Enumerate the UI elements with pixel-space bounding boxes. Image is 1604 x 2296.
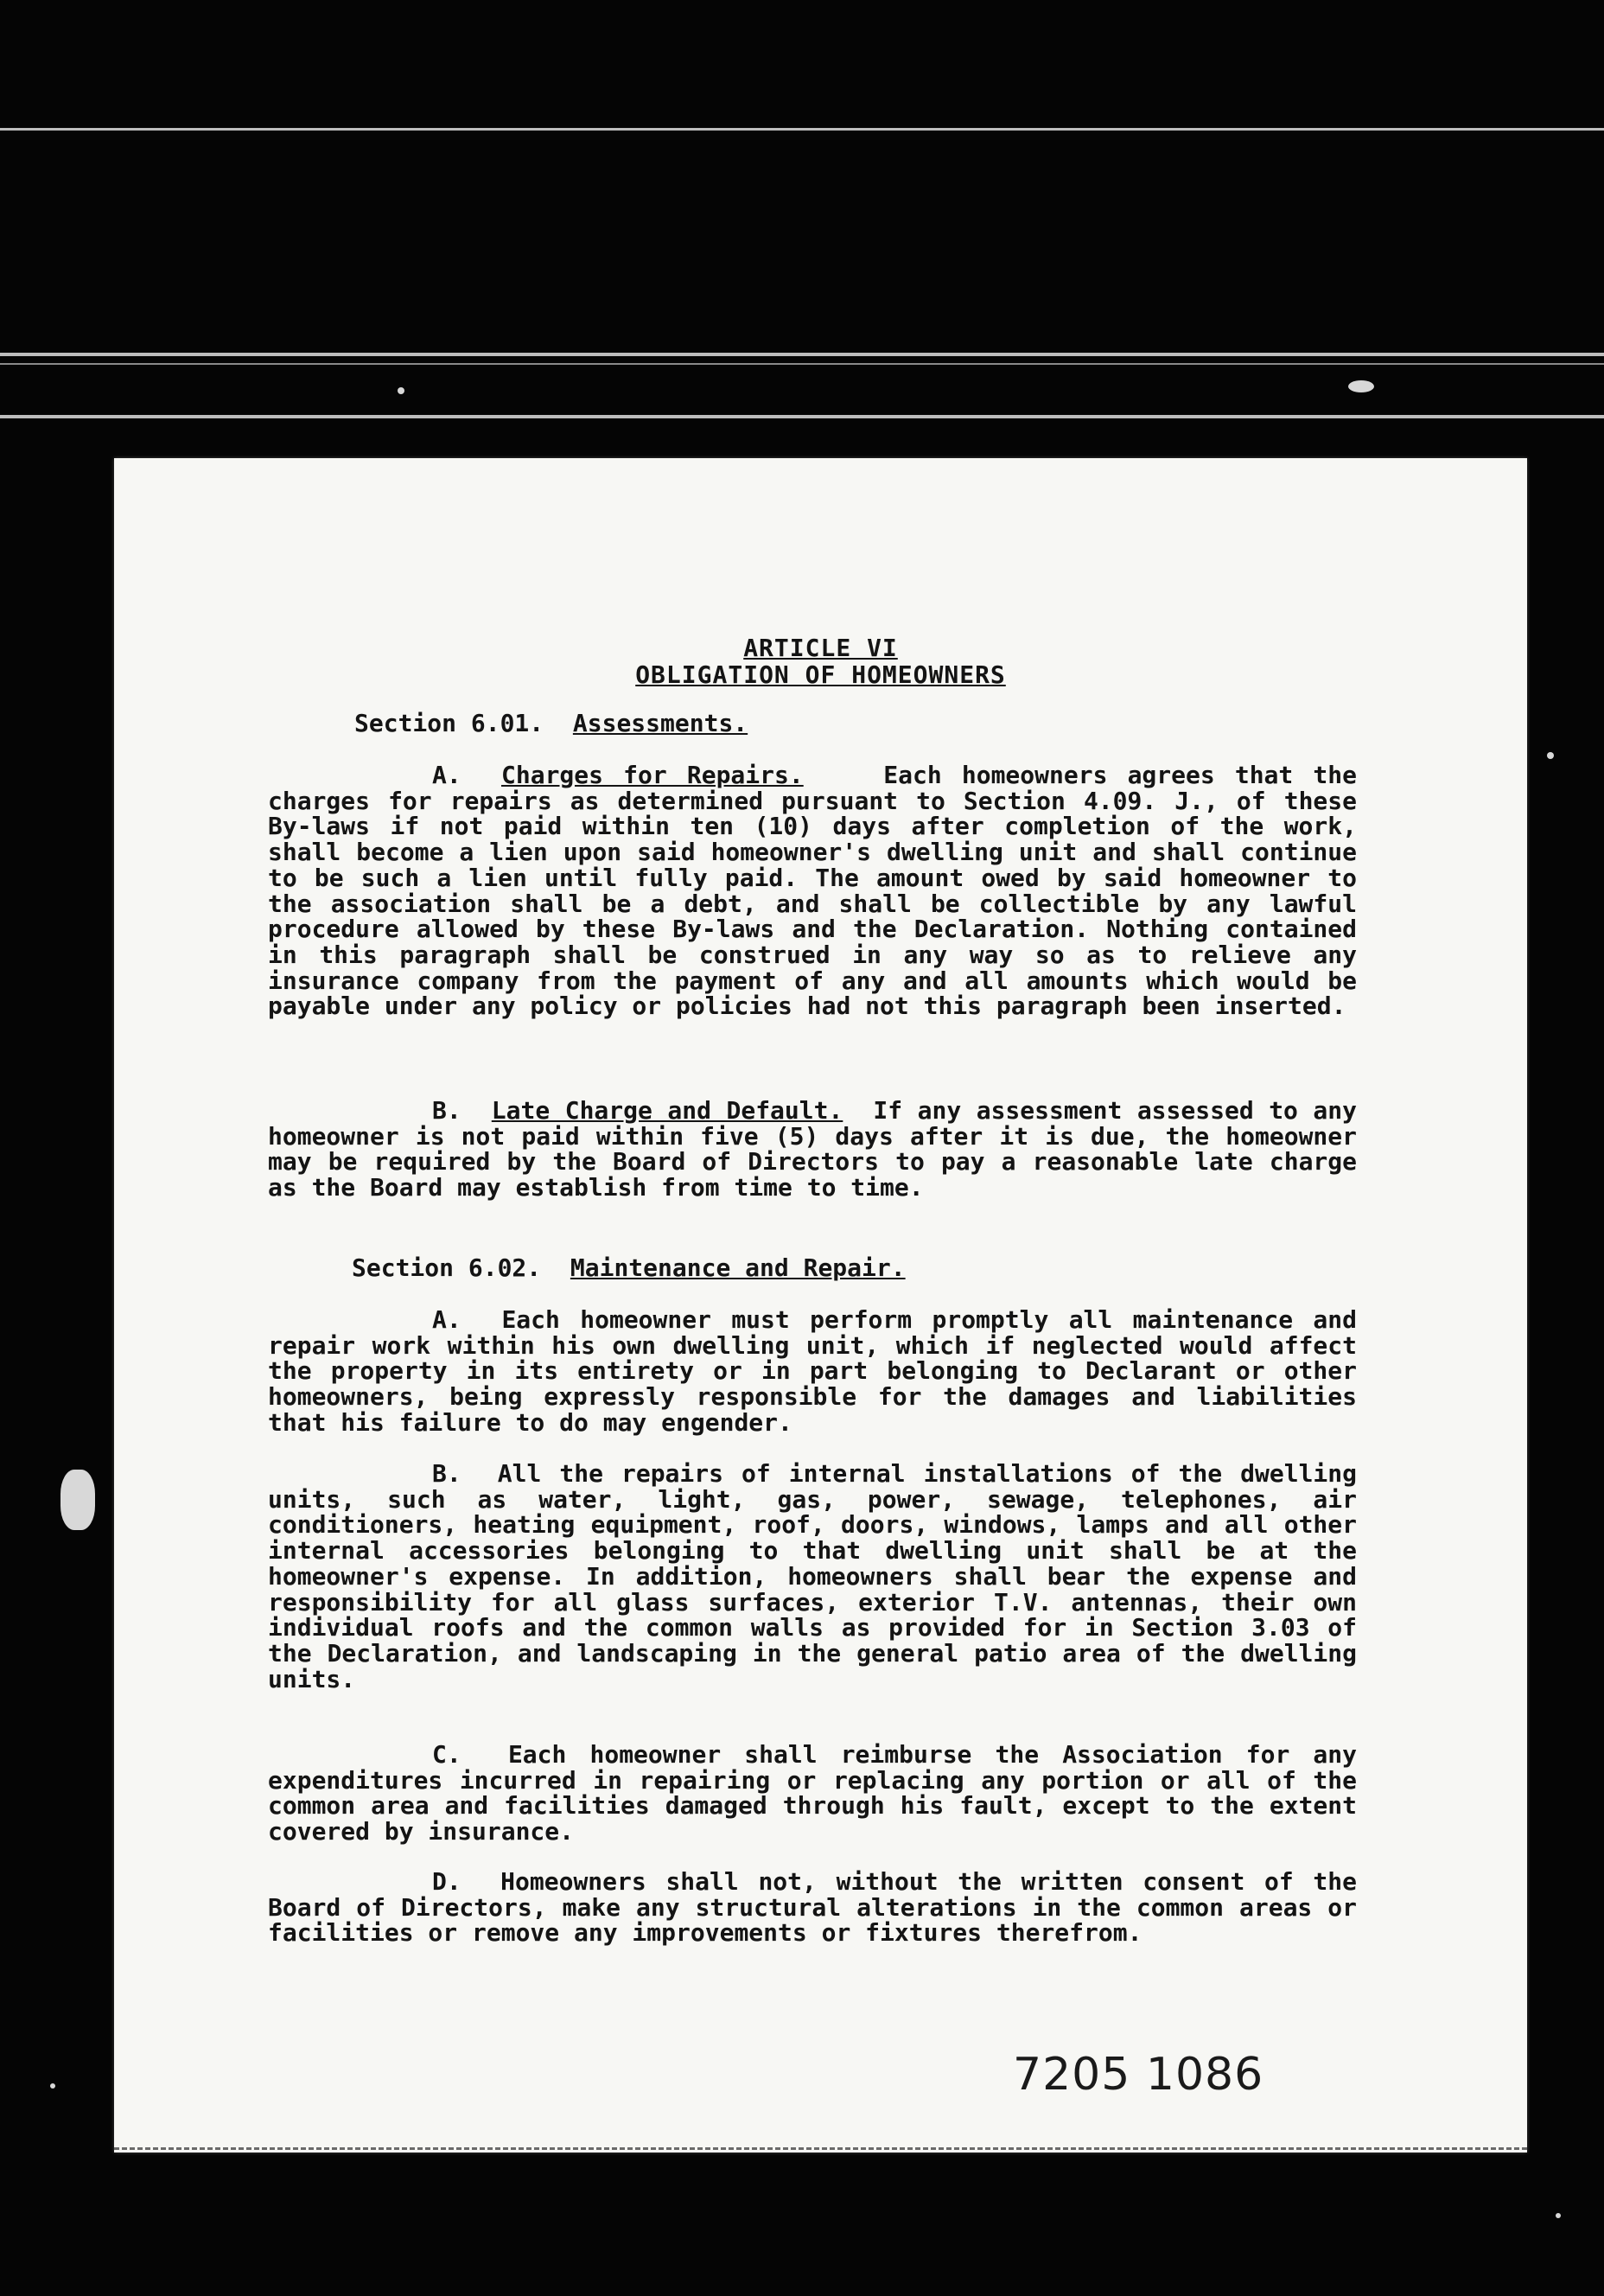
paragraph-6-02-a: [268, 1307, 1357, 1436]
paragraph-label: C.: [432, 1740, 461, 1769]
paragraph-6-02-d: [268, 1869, 1357, 1946]
scan-artifact-dot: [1348, 380, 1374, 392]
section-6-01-heading: [354, 711, 748, 737]
paragraph-label: A.: [432, 761, 461, 789]
section-title: Maintenance and Repair.: [570, 1253, 906, 1282]
article-title: OBLIGATION OF HOMEOWNERS: [635, 660, 1006, 689]
paragraph-label: B.: [432, 1459, 461, 1488]
scan-artifact-dot: [398, 387, 404, 394]
scan-artifact-line: [0, 415, 1604, 418]
section-number: Section 6.02.: [352, 1253, 542, 1282]
paragraph-text: Each homeowner must perform promptly all maintenance and repair work within his own dwelling unit, which if neglected would affect the property in its entirety or in part belonging to Declarant or other homeowners, being expressly responsible for the damages and liabilities that his failure to do may engender.: [268, 1305, 1358, 1437]
scan-artifact-line: [0, 363, 1604, 365]
scan-artifact-line: [0, 353, 1604, 356]
paragraph-6-02-b: [268, 1461, 1357, 1692]
page-number: 7205 1086: [1013, 2049, 1264, 2101]
paragraph-label: A.: [432, 1305, 461, 1334]
scan-artifact-line: [0, 128, 1604, 131]
paragraph-text: Each homeowner shall reimburse the Association for any expenditures incurred in repairing or replacing any portion or all of the common area and facilities damaged through his fault, except to the extent covered by insurance.: [268, 1740, 1357, 1846]
paragraph-subtitle: Charges for Repairs.: [501, 761, 804, 789]
scan-artifact-dot: [1556, 2213, 1561, 2218]
paragraph-6-01-a: [268, 762, 1357, 1019]
article-heading: ARTICLE VI: [743, 634, 898, 662]
scan-artifact-dot: [1547, 752, 1554, 759]
paragraph-label: D.: [432, 1867, 461, 1896]
paragraph-label: B.: [432, 1096, 461, 1125]
section-number: Section 6.01.: [354, 709, 544, 737]
section-6-02-heading: [352, 1255, 906, 1281]
paragraph-text: Homeowners shall not, without the written consent of the Board of Directors, make any structural alterations in the common areas or facilities or remove any improvements or fixtures therefrom.: [268, 1867, 1358, 1948]
paragraph-6-02-c: [268, 1742, 1357, 1845]
document-page: [114, 458, 1527, 2152]
page-bottom-rule: [114, 2147, 1527, 2155]
paragraph-text: All the repairs of internal installations of the dwelling units, such as water, light, gas, power, sewage, telephones, air conditioners, heating equipment, roof, doors, windows, lamps and all other internal accessories belonging to that dwelling unit shall be at the homeowner's expense. In addition, homeowners shall bear the expense and responsibility for all glass surfaces, exterior T.V. antennas, their own individual roofs and the common walls as provided for in Section 3.03 of the Declaration, and landscaping in the general patio area of the dwelling units.: [268, 1459, 1358, 1693]
paragraph-text: If any assessment assessed to any homeowner is not paid within five (5) days after it is due, the homeowner may be required by the Board of Directors to pay a reasonable late charge as the Board may establish from time to time.: [268, 1096, 1358, 1202]
scan-artifact-dot: [50, 2083, 55, 2089]
paragraph-6-01-b: [268, 1098, 1357, 1201]
scan-artifact-dot: [60, 1470, 95, 1530]
paragraph-subtitle: Late Charge and Default.: [491, 1096, 843, 1125]
section-title: Assessments.: [572, 709, 748, 737]
paragraph-text: Each homeowners agrees that the charges for repairs as determined pursuant to Section 4.09. J., of these By-laws if not paid within ten (10) days after completion of the work, shall become a lien upon said homeowner's dwelling unit and shall continue to be such a lien until fully paid. The amount owed by said homeowner to the association shall be a debt, and shall be collectible by any lawful procedure allowed by these By-laws and the Declaration. Nothing contained in this paragraph shall be construed in any way so as to relieve any insurance company from the payment of any and all amounts which would be payable under any policy or policies had not this paragraph been inserted.: [268, 761, 1357, 1021]
